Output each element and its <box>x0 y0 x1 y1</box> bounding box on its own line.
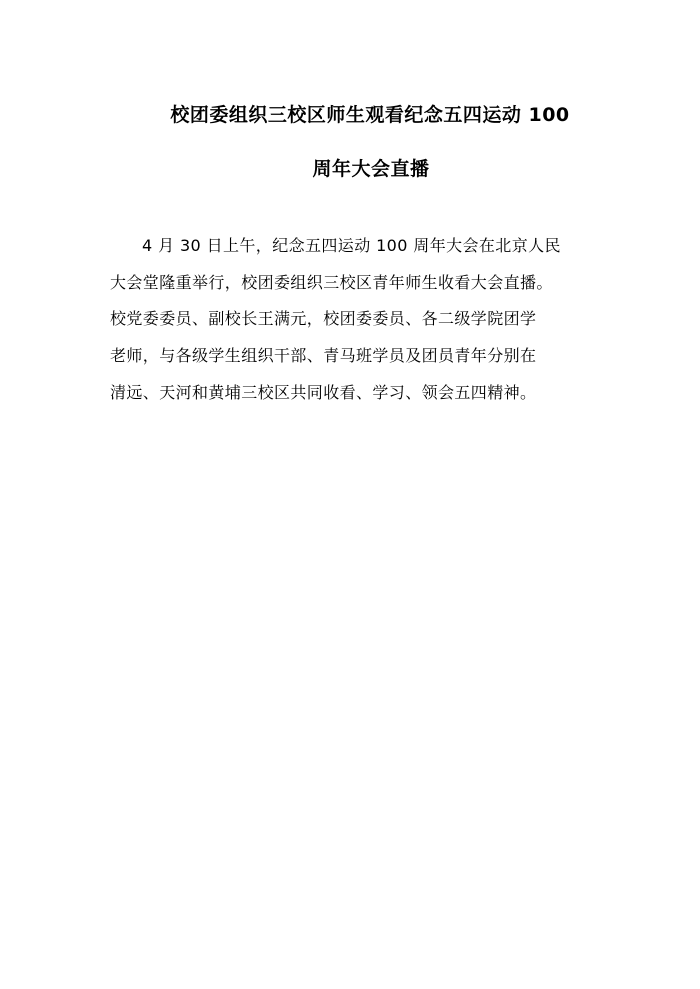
document-title-line-1: 校团委组织三校区师生观看纪念五四运动 100 <box>170 104 570 126</box>
body-line-3: 校党委委员、副校长王满元，校团委委员、各二级学院团学 <box>110 309 537 329</box>
body-line-5: 清远、天河和黄埔三校区共同收看、学习、领会五四精神。 <box>110 382 537 402</box>
document-title-line-2: 周年大会直播 <box>312 158 430 180</box>
body-line-4: 老师，与各级学生组织干部、青马班学员及团员青年分别在 <box>110 346 537 366</box>
document-body <box>110 232 610 415</box>
body-line-2: 大会堂隆重举行，校团委组织三校区青年师生收看大会直播。 <box>110 272 553 292</box>
body-line-1: 4 月 30 日上午，纪念五四运动 100 周年大会在北京人民 <box>142 236 561 255</box>
